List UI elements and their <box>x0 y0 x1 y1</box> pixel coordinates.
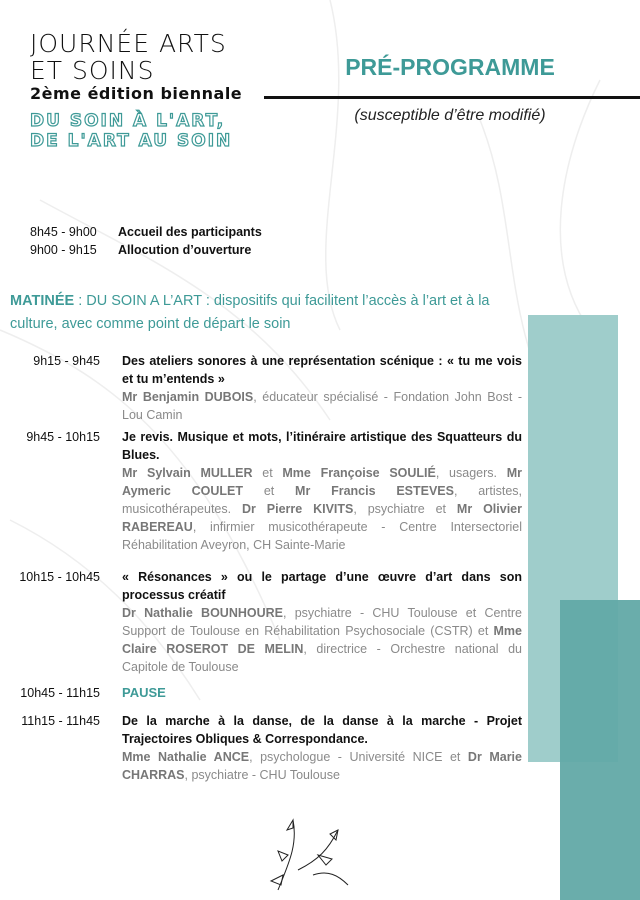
session-content <box>122 428 522 554</box>
session-content <box>122 712 522 784</box>
matinee-text: : DU SOIN A L’ART : dispositifs qui facilitent l’accès à l’art et à la culture, avec comme point de départ le soin <box>10 293 490 332</box>
speaker-name: Mme Nathalie ANCE <box>122 750 250 764</box>
speaker-role: et <box>252 466 283 480</box>
edition-label: 2ème édition biennale <box>30 84 243 103</box>
speaker-role: , infirmier musicothérapeute - Centre Intersectoriel Réhabilitation Aveyron, CH Sainte-Marie <box>122 520 522 552</box>
speaker-name: Dr Pierre KIVITS <box>241 502 354 516</box>
matinee-heading <box>10 290 530 336</box>
session-title: Des ateliers sonores à une représentation scénique : « tu me vois et tu m’entends » <box>122 354 522 386</box>
speaker-role: , directrice - Orchestre national du Capitole de Toulouse <box>122 642 522 674</box>
opening-item <box>30 223 262 241</box>
speaker-role: et <box>243 484 296 498</box>
session-row <box>0 568 522 676</box>
session-speakers <box>122 604 522 676</box>
label: Allocution d’ouverture <box>118 243 252 257</box>
session-time: 9h15 - 9h45 <box>33 354 100 368</box>
session-speakers <box>122 388 522 424</box>
divider <box>264 96 640 99</box>
session-row <box>0 684 522 702</box>
speaker-role: , psychologue - Université NICE et <box>249 750 468 764</box>
session-time: 11h15 - 11h45 <box>21 714 100 728</box>
session-title: Je revis. Musique et mots, l’itinéraire artistique des Squatteurs du Blues. <box>122 430 522 462</box>
speaker-role: , psychiatre - CHU Toulouse et Centre Support de Toulouse en Réhabilitation Psychosociale (CSTR) et <box>122 606 522 638</box>
programme-title: PRÉ-PROGRAMME <box>345 54 555 80</box>
opening-item <box>30 241 262 259</box>
speaker-role: , usagers. <box>435 466 507 480</box>
label: Accueil des participants <box>118 225 262 239</box>
session-content <box>122 352 522 424</box>
session-time: 10h15 - 10h45 <box>19 570 100 584</box>
speaker-role: , éducateur spécialisé - Fondation John Bost - Lou Camin <box>122 390 522 422</box>
event-title <box>30 30 227 84</box>
speaker-name: Mme Claire ROSEROT DE MELIN <box>122 624 522 656</box>
pause-label: PAUSE <box>122 685 166 700</box>
slogan-line: DE L'ART AU SOIN <box>30 131 233 151</box>
slogan-line: DU SOIN À L'ART, <box>30 111 226 131</box>
time: 9h00 - 9h15 <box>30 243 97 257</box>
session-row <box>0 428 522 554</box>
matinee-label: MATINÉE <box>10 293 75 309</box>
title-line: ET SOINS <box>30 56 155 85</box>
speaker-name: Dr Marie CHARRAS <box>122 750 522 782</box>
slogan <box>30 111 232 151</box>
decorative-teal-bar-dark <box>560 600 640 900</box>
programme-subtitle: (susceptible d’être modifié) <box>354 107 546 124</box>
time: 8h45 - 9h00 <box>30 225 97 239</box>
session-content <box>122 684 522 702</box>
session-time: 9h45 - 10h15 <box>26 430 100 444</box>
speaker-name: Mr Francis ESTEVES <box>295 484 454 498</box>
session-speakers <box>122 464 522 554</box>
session-content <box>122 568 522 676</box>
session-row <box>0 712 522 784</box>
session-title: « Résonances » ou le partage d’une œuvre d’art dans son processus créatif <box>122 570 522 602</box>
session-row <box>0 352 522 424</box>
leaf-sprig-icon <box>258 815 368 895</box>
opening-list <box>30 223 262 259</box>
speaker-name: Mr Aymeric COULET <box>122 466 522 498</box>
session-time: 10h45 - 11h15 <box>20 686 100 700</box>
speaker-role: , psychiatre - CHU Toulouse <box>184 768 340 782</box>
speaker-role: , psychiatre et <box>353 502 457 516</box>
speaker-role: , artistes, musicothérapeutes. <box>122 484 522 516</box>
speaker-name: Mr Benjamin DUBOIS <box>122 390 254 404</box>
speaker-name: Dr Nathalie BOUNHOURE <box>122 606 283 620</box>
speaker-name: Mr Sylvain MULLER <box>122 466 253 480</box>
session-speakers <box>122 748 522 784</box>
speaker-name: Mme Françoise SOULIÉ <box>282 466 436 480</box>
speaker-name: Mr Olivier RABEREAU <box>122 502 522 534</box>
title-line: JOURNÉE ARTS <box>30 29 227 58</box>
session-title: De la marche à la danse, de la danse à la marche - Projet Trajectoires Obliques & Correspondance. <box>122 714 522 746</box>
